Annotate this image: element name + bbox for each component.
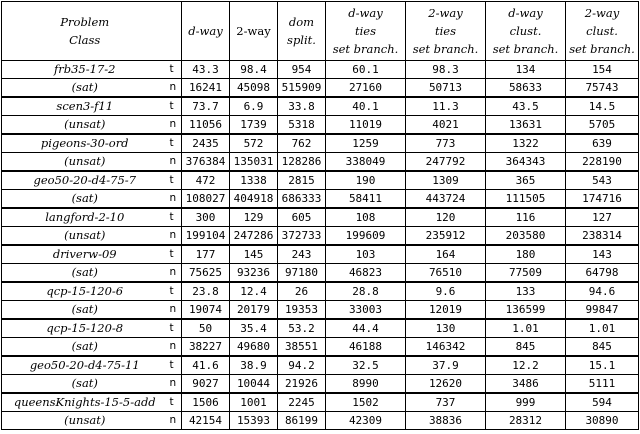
nodes-cell: 12620 xyxy=(406,375,486,394)
header-2-way-ties-l1: 2-way xyxy=(428,6,463,20)
measure-label: t xyxy=(168,171,182,190)
time-cell: 103 xyxy=(326,245,406,264)
problem-name: langford-2-10 xyxy=(2,208,168,227)
problem-name: scen3-f11 xyxy=(2,97,168,116)
time-cell: 737 xyxy=(406,393,486,412)
table-row xyxy=(2,301,639,320)
time-cell: 108 xyxy=(326,208,406,227)
table-row xyxy=(2,375,639,394)
problem-name: geo50-20-d4-75-7 xyxy=(2,171,168,190)
time-cell: 1.01 xyxy=(566,319,639,338)
nodes-cell: 16241 xyxy=(182,79,230,98)
header-2-way-clust-l1: 2-way xyxy=(584,6,620,20)
nodes-cell: 686333 xyxy=(278,190,326,209)
table-row xyxy=(2,116,639,135)
nodes-cell: 58633 xyxy=(486,79,566,98)
time-cell: 116 xyxy=(486,208,566,227)
measure-label: t xyxy=(168,208,182,227)
header-d-way xyxy=(182,2,230,61)
problem-status: (unsat) xyxy=(2,227,168,246)
problem-status: (sat) xyxy=(2,301,168,320)
time-cell: 15.1 xyxy=(566,356,639,375)
time-cell: 23.8 xyxy=(182,282,230,301)
measure-label: n xyxy=(168,79,182,98)
nodes-cell: 49680 xyxy=(230,338,278,357)
time-cell: 190 xyxy=(326,171,406,190)
problem-status: (sat) xyxy=(2,264,168,283)
problem-name: pigeons-30-ord xyxy=(2,134,168,153)
nodes-cell: 46823 xyxy=(326,264,406,283)
table-row xyxy=(2,338,639,357)
time-cell: 2435 xyxy=(182,134,230,153)
nodes-cell: 86199 xyxy=(278,412,326,430)
time-cell: 73.7 xyxy=(182,97,230,116)
nodes-cell: 845 xyxy=(566,338,639,357)
problem-name: qcp-15-120-8 xyxy=(2,319,168,338)
header-row xyxy=(2,2,639,61)
nodes-cell: 50713 xyxy=(406,79,486,98)
time-cell: 53.2 xyxy=(278,319,326,338)
measure-label: t xyxy=(168,61,182,79)
time-cell: 12.4 xyxy=(230,282,278,301)
problem-name: frb35-17-2 xyxy=(2,61,168,79)
time-cell: 164 xyxy=(406,245,486,264)
time-cell: 35.4 xyxy=(230,319,278,338)
time-cell: 1.01 xyxy=(486,319,566,338)
nodes-cell: 247792 xyxy=(406,153,486,172)
nodes-cell: 75625 xyxy=(182,264,230,283)
nodes-cell: 27160 xyxy=(326,79,406,98)
nodes-cell: 45098 xyxy=(230,79,278,98)
header-2-way-label: 2-way xyxy=(236,24,271,38)
time-cell: 1322 xyxy=(486,134,566,153)
time-cell: 120 xyxy=(406,208,486,227)
time-cell: 134 xyxy=(486,61,566,79)
nodes-cell: 75743 xyxy=(566,79,639,98)
nodes-cell: 515909 xyxy=(278,79,326,98)
time-cell: 1001 xyxy=(230,393,278,412)
measure-label: t xyxy=(168,134,182,153)
header-d-way-clust-l1: d-way xyxy=(508,6,543,20)
time-cell: 41.6 xyxy=(182,356,230,375)
measure-label: t xyxy=(168,97,182,116)
problem-name: qcp-15-120-6 xyxy=(2,282,168,301)
time-cell: 98.4 xyxy=(230,61,278,79)
measure-label: n xyxy=(168,116,182,135)
nodes-cell: 97180 xyxy=(278,264,326,283)
nodes-cell: 11056 xyxy=(182,116,230,135)
nodes-cell: 111505 xyxy=(486,190,566,209)
table-row xyxy=(2,208,639,227)
nodes-cell: 1739 xyxy=(230,116,278,135)
nodes-cell: 135031 xyxy=(230,153,278,172)
nodes-cell: 42309 xyxy=(326,412,406,430)
measure-label: n xyxy=(168,190,182,209)
nodes-cell: 364343 xyxy=(486,153,566,172)
time-cell: 1338 xyxy=(230,171,278,190)
header-2-way-ties xyxy=(406,2,486,61)
time-cell: 594 xyxy=(566,393,639,412)
nodes-cell: 372733 xyxy=(278,227,326,246)
measure-label: t xyxy=(168,282,182,301)
time-cell: 94.6 xyxy=(566,282,639,301)
nodes-cell: 8990 xyxy=(326,375,406,394)
time-cell: 243 xyxy=(278,245,326,264)
time-cell: 1502 xyxy=(326,393,406,412)
nodes-cell: 30890 xyxy=(566,412,639,430)
table-row xyxy=(2,356,639,375)
nodes-cell: 11019 xyxy=(326,116,406,135)
measure-label: n xyxy=(168,153,182,172)
time-cell: 300 xyxy=(182,208,230,227)
header-2-way-clust-l2: clust. xyxy=(586,24,618,38)
measure-label: t xyxy=(168,245,182,264)
time-cell: 33.8 xyxy=(278,97,326,116)
nodes-cell: 15393 xyxy=(230,412,278,430)
time-cell: 14.5 xyxy=(566,97,639,116)
time-cell: 762 xyxy=(278,134,326,153)
time-cell: 43.5 xyxy=(486,97,566,116)
time-cell: 94.2 xyxy=(278,356,326,375)
measure-label: n xyxy=(168,227,182,246)
header-split-label: split. xyxy=(287,33,316,47)
table-row xyxy=(2,245,639,264)
nodes-cell: 238314 xyxy=(566,227,639,246)
nodes-cell: 93236 xyxy=(230,264,278,283)
nodes-cell: 33003 xyxy=(326,301,406,320)
table-row xyxy=(2,134,639,153)
time-cell: 11.3 xyxy=(406,97,486,116)
nodes-cell: 21926 xyxy=(278,375,326,394)
time-cell: 472 xyxy=(182,171,230,190)
problem-status: (unsat) xyxy=(2,412,168,430)
nodes-cell: 108027 xyxy=(182,190,230,209)
measure-label: t xyxy=(168,356,182,375)
time-cell: 98.3 xyxy=(406,61,486,79)
time-cell: 2815 xyxy=(278,171,326,190)
nodes-cell: 28312 xyxy=(486,412,566,430)
problem-status: (sat) xyxy=(2,79,168,98)
time-cell: 6.9 xyxy=(230,97,278,116)
time-cell: 50 xyxy=(182,319,230,338)
table-row xyxy=(2,264,639,283)
measure-label: t xyxy=(168,393,182,412)
nodes-cell: 12019 xyxy=(406,301,486,320)
time-cell: 154 xyxy=(566,61,639,79)
nodes-cell: 3486 xyxy=(486,375,566,394)
time-cell: 43.3 xyxy=(182,61,230,79)
nodes-cell: 228190 xyxy=(566,153,639,172)
nodes-cell: 42154 xyxy=(182,412,230,430)
time-cell: 773 xyxy=(406,134,486,153)
nodes-cell: 5318 xyxy=(278,116,326,135)
header-d-way-clust-l3: set branch. xyxy=(492,42,559,56)
header-2-way xyxy=(230,2,278,61)
nodes-cell: 99847 xyxy=(566,301,639,320)
nodes-cell: 247286 xyxy=(230,227,278,246)
time-cell: 177 xyxy=(182,245,230,264)
nodes-cell: 20179 xyxy=(230,301,278,320)
table-row xyxy=(2,319,639,338)
time-cell: 1259 xyxy=(326,134,406,153)
nodes-cell: 376384 xyxy=(182,153,230,172)
time-cell: 130 xyxy=(406,319,486,338)
time-cell: 127 xyxy=(566,208,639,227)
table-row xyxy=(2,153,639,172)
table-row xyxy=(2,79,639,98)
header-d-way-ties-l1: d-way xyxy=(348,6,383,20)
nodes-cell: 64798 xyxy=(566,264,639,283)
time-cell: 954 xyxy=(278,61,326,79)
measure-label: n xyxy=(168,412,182,430)
time-cell: 605 xyxy=(278,208,326,227)
nodes-cell: 199609 xyxy=(326,227,406,246)
nodes-cell: 38551 xyxy=(278,338,326,357)
time-cell: 1309 xyxy=(406,171,486,190)
time-cell: 32.5 xyxy=(326,356,406,375)
measure-label: t xyxy=(168,319,182,338)
header-dom-label: dom xyxy=(288,15,315,29)
nodes-cell: 19074 xyxy=(182,301,230,320)
problem-name: geo50-20-d4-75-11 xyxy=(2,356,168,375)
problem-status: (sat) xyxy=(2,375,168,394)
nodes-cell: 128286 xyxy=(278,153,326,172)
nodes-cell: 203580 xyxy=(486,227,566,246)
time-cell: 145 xyxy=(230,245,278,264)
time-cell: 143 xyxy=(566,245,639,264)
header-2-way-clust-l3: set branch. xyxy=(569,42,635,56)
nodes-cell: 77509 xyxy=(486,264,566,283)
header-2-way-ties-l3: set branch. xyxy=(412,42,479,56)
nodes-cell: 404918 xyxy=(230,190,278,209)
header-d-way-ties-l2: ties xyxy=(354,24,376,38)
time-cell: 639 xyxy=(566,134,639,153)
nodes-cell: 46188 xyxy=(326,338,406,357)
nodes-cell: 19353 xyxy=(278,301,326,320)
time-cell: 1506 xyxy=(182,393,230,412)
nodes-cell: 174716 xyxy=(566,190,639,209)
nodes-cell: 146342 xyxy=(406,338,486,357)
time-cell: 60.1 xyxy=(326,61,406,79)
table-row xyxy=(2,393,639,412)
results-table xyxy=(1,1,639,430)
time-cell: 133 xyxy=(486,282,566,301)
nodes-cell: 136599 xyxy=(486,301,566,320)
table-row xyxy=(2,190,639,209)
nodes-cell: 10044 xyxy=(230,375,278,394)
nodes-cell: 9027 xyxy=(182,375,230,394)
nodes-cell: 199104 xyxy=(182,227,230,246)
header-class-label: Class xyxy=(69,33,101,47)
time-cell: 28.8 xyxy=(326,282,406,301)
results-body xyxy=(2,61,639,430)
nodes-cell: 235912 xyxy=(406,227,486,246)
time-cell: 26 xyxy=(278,282,326,301)
time-cell: 2245 xyxy=(278,393,326,412)
time-cell: 40.1 xyxy=(326,97,406,116)
nodes-cell: 4021 xyxy=(406,116,486,135)
header-problem-label: Problem xyxy=(60,15,110,29)
table-row xyxy=(2,171,639,190)
problem-name: driverw-09 xyxy=(2,245,168,264)
measure-label: n xyxy=(168,264,182,283)
time-cell: 12.2 xyxy=(486,356,566,375)
time-cell: 9.6 xyxy=(406,282,486,301)
measure-label: n xyxy=(168,338,182,357)
header-d-way-ties xyxy=(326,2,406,61)
table-row xyxy=(2,61,639,79)
nodes-cell: 338049 xyxy=(326,153,406,172)
time-cell: 129 xyxy=(230,208,278,227)
header-2-way-ties-l2: ties xyxy=(434,24,456,38)
nodes-cell: 58411 xyxy=(326,190,406,209)
measure-label: n xyxy=(168,301,182,320)
time-cell: 572 xyxy=(230,134,278,153)
nodes-cell: 5705 xyxy=(566,116,639,135)
time-cell: 44.4 xyxy=(326,319,406,338)
problem-status: (unsat) xyxy=(2,153,168,172)
nodes-cell: 38227 xyxy=(182,338,230,357)
time-cell: 543 xyxy=(566,171,639,190)
header-d-way-label: d-way xyxy=(188,24,223,38)
problem-status: (sat) xyxy=(2,190,168,209)
problem-name: queensKnights-15-5-add xyxy=(2,393,168,412)
problem-status: (sat) xyxy=(2,338,168,357)
header-d-way-clust-l2: clust. xyxy=(509,24,542,38)
table-row xyxy=(2,227,639,246)
header-dom-split xyxy=(278,2,326,61)
time-cell: 999 xyxy=(486,393,566,412)
nodes-cell: 845 xyxy=(486,338,566,357)
header-d-way-ties-l3: set branch. xyxy=(332,42,399,56)
measure-label: n xyxy=(168,375,182,394)
nodes-cell: 38836 xyxy=(406,412,486,430)
nodes-cell: 76510 xyxy=(406,264,486,283)
table-row xyxy=(2,412,639,430)
problem-status: (unsat) xyxy=(2,116,168,135)
table-row xyxy=(2,97,639,116)
nodes-cell: 5111 xyxy=(566,375,639,394)
header-d-way-clust xyxy=(486,2,566,61)
header-2-way-clust xyxy=(566,2,639,61)
nodes-cell: 443724 xyxy=(406,190,486,209)
time-cell: 38.9 xyxy=(230,356,278,375)
time-cell: 37.9 xyxy=(406,356,486,375)
table-row xyxy=(2,282,639,301)
time-cell: 180 xyxy=(486,245,566,264)
header-measure-gap xyxy=(168,2,182,61)
nodes-cell: 13631 xyxy=(486,116,566,135)
header-problem-class xyxy=(2,2,168,61)
time-cell: 365 xyxy=(486,171,566,190)
